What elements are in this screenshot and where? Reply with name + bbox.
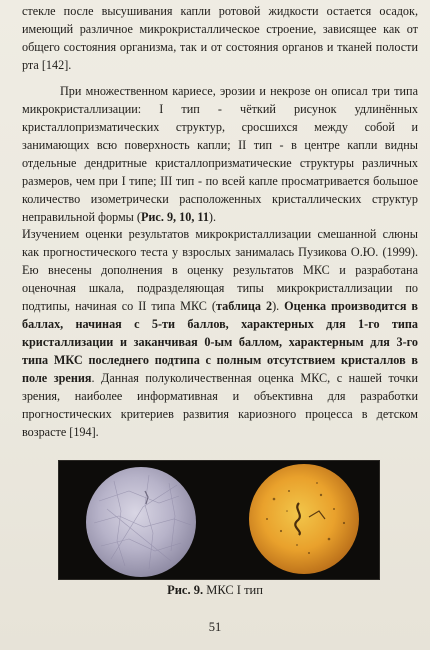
right-micrograph bbox=[249, 464, 359, 574]
figure-micrographs bbox=[59, 461, 379, 579]
paragraph-3-part3: . Данная полуколичественная оценка МКС, с нашей точки зрения, наиболее информативная и объективна для разработки прогностических критериев развития кариозного процесса в детском возрасте [194]. bbox=[22, 371, 418, 439]
paragraph-2-text bbox=[22, 82, 418, 226]
figure-9 bbox=[58, 460, 380, 580]
paragraph-1 bbox=[22, 2, 418, 74]
paragraph-3 bbox=[22, 225, 418, 441]
caption-label: Рис. 9. bbox=[167, 583, 204, 597]
paragraph-3-text bbox=[22, 225, 418, 441]
left-micrograph bbox=[86, 467, 196, 577]
paragraph-3-part2: ). bbox=[272, 299, 285, 313]
figure-caption bbox=[0, 583, 430, 598]
paragraph-2 bbox=[22, 82, 418, 226]
paragraph-3-bold: Оценка производится в баллах, начиная с 5-ти баллов, характерных для 1-го типа кристаллизации и заканчивая 0-ым баллом, характерным для 3-го типа МКС последнего подтипа с полным отсутствием кристаллов в поле зрения bbox=[22, 299, 419, 385]
caption-text: МКС I тип bbox=[203, 583, 263, 597]
paragraph-2-main: При множественном кариесе, эрозии и некрозе он описал три типа микрокристаллизации: I тип - чёткий рисунок удлинённых кристаллопризматических структур, сросшихся между собой и занимающих всю поверхность капли; II тип - в центре капли видны отдельные дендритные кристаллопризматические структуры различных размеров, чем при I типе; III тип - по всей капле просматривается большое количество изометрически расположенных кристаллических структур неправильной формы ( bbox=[22, 84, 418, 224]
table-reference: таблица 2 bbox=[215, 299, 273, 313]
paragraph-2-end: ). bbox=[208, 210, 217, 224]
page-number: 51 bbox=[208, 620, 222, 634]
figure-reference: Рис. 9, 10, 11 bbox=[140, 210, 209, 224]
paragraph-3-part1: Изучением оценки результатов микрокристаллизации смешанной слюны как прогностического теста у взрослых занималась Пузикова О.Ю. (1999). Ею внесены дополнения в оценку результатов МКС и разработана оценочная шкала, подразделяющая типы микрокристаллизации по подтипы, начиная со II типа МКС ( bbox=[22, 227, 418, 313]
paragraph-1-text: стекле после высушивания капли ротовой жидкости остается осадок, имеющий различное микрокристаллическое строение, зависящее как от общего состояния организма, так и от состояния органов и тканей полости рта [142]. bbox=[22, 4, 418, 72]
